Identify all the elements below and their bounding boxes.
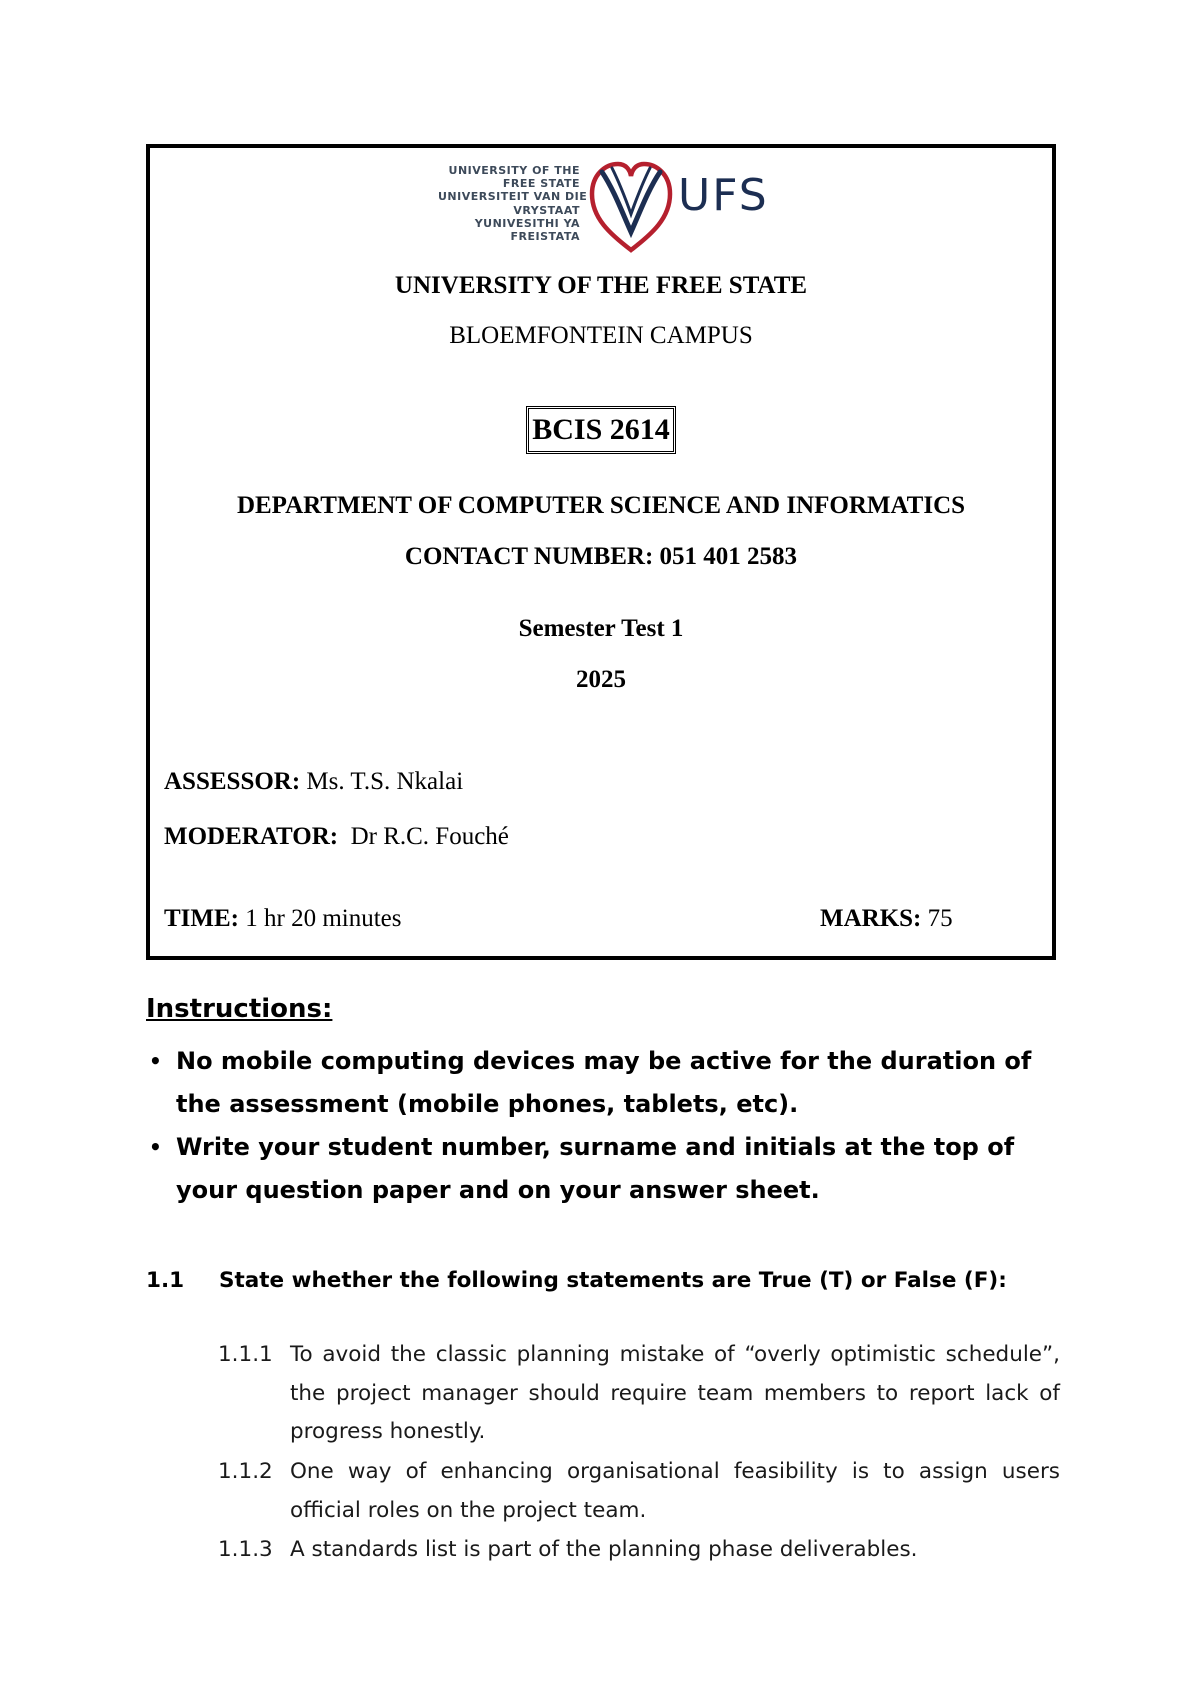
logo-line: UNIVERSITY OF THE	[448, 164, 580, 177]
department-name: DEPARTMENT OF COMPUTER SCIENCE AND INFORMATICS	[236, 492, 966, 519]
contact-number: CONTACT NUMBER: 051 401 2583	[404, 543, 798, 570]
question-text: State whether the following statements are True (T) or False (F):	[219, 1268, 1007, 1293]
bullet-icon: •	[149, 1135, 162, 1159]
question-heading	[146, 1268, 1007, 1293]
course-code: BCIS 2614	[526, 406, 676, 454]
subquestion-text: To avoid the classic planning mistake of “overly optimistic schedule”, the project manager should require team members to report lack of progress honestly.	[290, 1342, 1060, 1444]
question-number: 1.1	[146, 1268, 185, 1293]
marks-value: 75	[927, 905, 953, 932]
subquestion	[218, 1336, 1060, 1452]
university-name: UNIVERSITY OF THE FREE STATE	[394, 272, 808, 299]
instructions-heading: Instructions:	[146, 994, 333, 1024]
test-name: Semester Test 1	[518, 615, 684, 642]
test-year: 2025	[576, 666, 626, 693]
university-logo	[438, 160, 938, 270]
logo-text	[438, 164, 588, 244]
logo-line: YUNIVESITHI YA	[474, 216, 580, 230]
moderator-value: Dr R.C. Fouché	[350, 823, 509, 850]
subquestion-text: One way of enhancing organisational feasibility is to assign users official roles on the project team.	[290, 1459, 1060, 1523]
marks-label: MARKS:	[820, 905, 922, 932]
subquestion-number: 1.1.2	[218, 1459, 273, 1484]
instruction-text: No mobile computing devices may be active for the duration of the assessment (mobile phones, tablets, etc).	[176, 1047, 1032, 1118]
logo-line: FREISTATA	[510, 230, 580, 244]
assessor-value: Ms. T.S. Nkalai	[306, 768, 464, 795]
subquestion-number: 1.1.1	[218, 1342, 273, 1367]
assessor-row	[164, 768, 463, 796]
subquestion	[218, 1531, 1060, 1570]
campus-name: BLOEMFONTEIN CAMPUS	[449, 322, 753, 349]
time-label: TIME:	[164, 905, 239, 932]
instruction-text: Write your student number, surname and initials at the top of your question paper and on your answer sheet.	[176, 1133, 1015, 1204]
logo-abbreviation: UFS	[678, 170, 769, 221]
subquestion	[218, 1453, 1060, 1530]
subquestion-text: A standards list is part of the planning phase deliverables.	[290, 1537, 918, 1562]
moderator-label: MODERATOR:	[164, 823, 339, 850]
logo-line: FREE STATE	[502, 177, 580, 191]
instruction-item	[146, 1126, 1056, 1212]
course-code-wrapper	[150, 406, 1052, 454]
marks-row	[820, 905, 953, 933]
instruction-item	[146, 1040, 1056, 1126]
ufs-emblem-icon	[588, 160, 674, 254]
moderator-row	[164, 823, 509, 851]
subquestion-number: 1.1.3	[218, 1537, 273, 1562]
time-value: 1 hr 20 minutes	[245, 905, 402, 932]
logo-line: VRYSTAAT	[513, 203, 580, 217]
time-row	[164, 905, 402, 933]
bullet-icon: •	[149, 1049, 162, 1073]
logo-line: UNIVERSITEIT VAN DIE	[438, 190, 588, 204]
instructions-list	[146, 1040, 1056, 1212]
cover-box	[146, 144, 1056, 960]
assessor-label: ASSESSOR:	[164, 768, 301, 795]
